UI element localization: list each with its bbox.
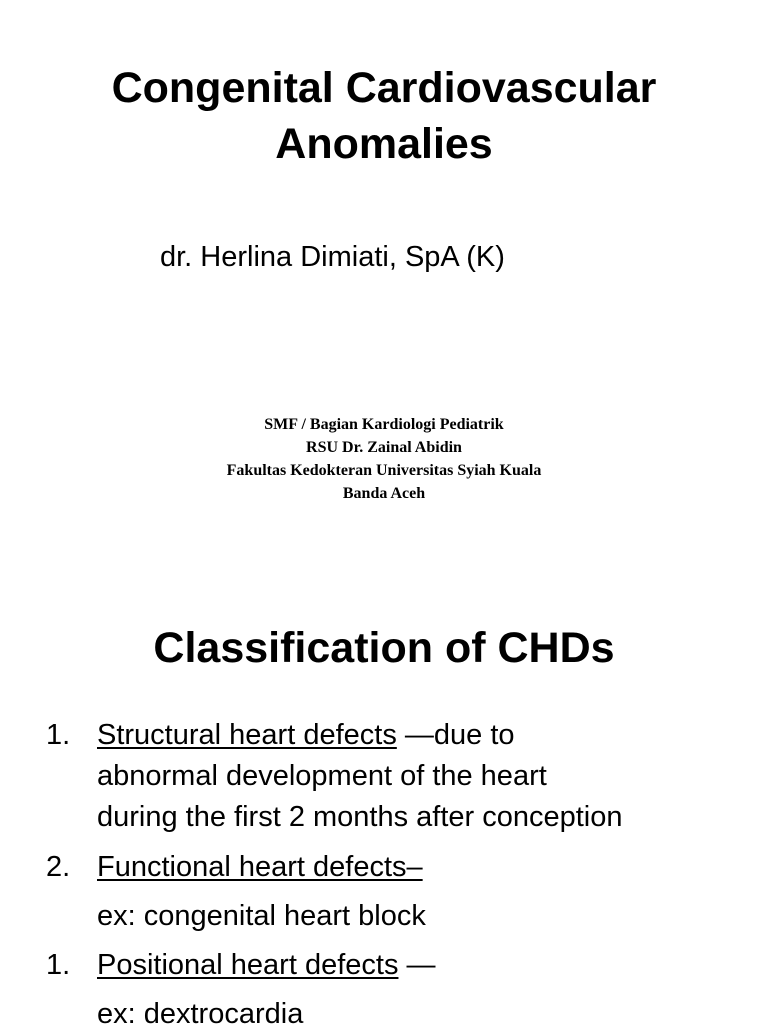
list-item-number: 2. xyxy=(46,851,71,883)
list-item-heading xyxy=(97,850,423,884)
list-item-description-line: during the first 2 months after conception xyxy=(97,801,623,833)
classification-slide xyxy=(0,580,768,1030)
list-item-term-suffix: —due to xyxy=(396,719,515,751)
slide-title-line-2: Anomalies xyxy=(275,120,493,168)
list-item-number: 1. xyxy=(46,719,71,751)
list-item-description-line: ex: dextrocardia xyxy=(97,998,304,1030)
list-item-number: 1. xyxy=(46,949,71,981)
slide-title-line-1: Congenital Cardiovascular xyxy=(111,64,657,112)
list-item-description-line: ex: congenital heart block xyxy=(97,900,426,932)
list-item-term: Positional heart defects xyxy=(97,949,399,981)
list-item-heading xyxy=(97,948,436,982)
list-item-term: Structural heart defects xyxy=(97,719,397,751)
list-item-term: Functional heart defects– xyxy=(97,851,423,883)
list-item-term-suffix: — xyxy=(398,949,436,981)
affiliation-city: Banda Aceh xyxy=(342,485,426,502)
affiliation-department: SMF / Bagian Kardiologi Pediatrik xyxy=(264,416,504,433)
list-item-heading xyxy=(97,718,515,752)
author-name: dr. Herlina Dimiati, SpA (K) xyxy=(160,241,505,273)
slide-title: Classification of CHDs xyxy=(153,624,615,672)
affiliation-faculty: Fakultas Kedokteran Universitas Syiah Kuala xyxy=(226,462,542,479)
list-item-description-line: abnormal development of the heart xyxy=(97,760,547,792)
affiliation-hospital: RSU Dr. Zainal Abidin xyxy=(306,439,462,456)
